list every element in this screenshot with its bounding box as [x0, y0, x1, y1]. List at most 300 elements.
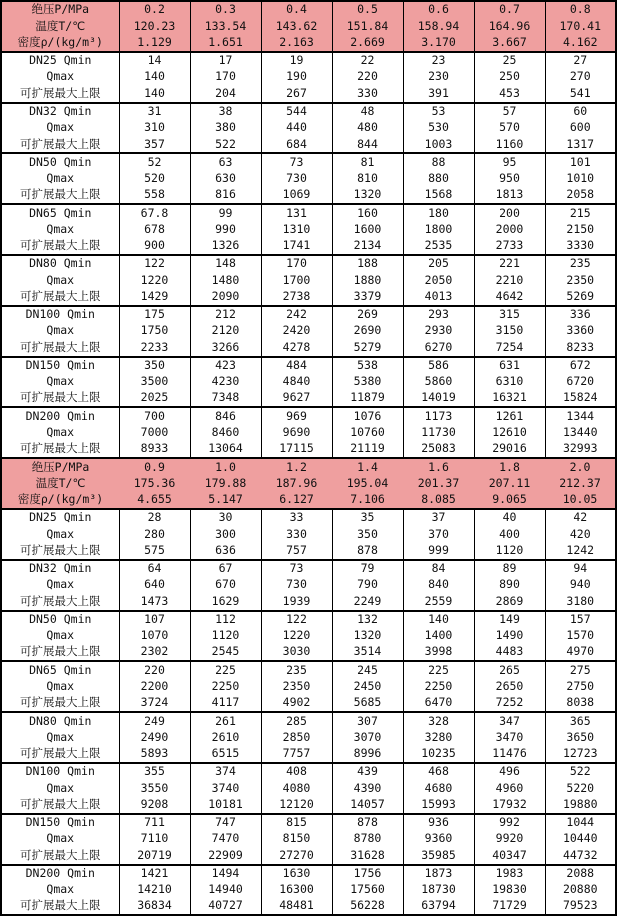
data-cell: 4902 — [261, 695, 332, 712]
dn-size-label: DN25 — [29, 510, 57, 525]
data-cell: 5279 — [332, 339, 403, 356]
data-cell: 6270 — [403, 339, 474, 356]
data-cell: 48 — [332, 103, 403, 120]
dn-size-label: DN65 — [29, 205, 57, 220]
data-cell: 816 — [190, 187, 261, 204]
data-cell: 1317 — [545, 136, 616, 153]
table-row — [1, 475, 616, 491]
data-cell: 950 — [474, 171, 545, 187]
data-cell: 269 — [332, 306, 403, 323]
header-value-cell: 3.667 — [474, 35, 545, 52]
dn-qmin-row-label — [1, 52, 119, 69]
row-label: Qmax — [46, 272, 75, 287]
data-cell: 1800 — [403, 221, 474, 237]
data-cell: 40727 — [190, 898, 261, 915]
header-value-cell: 143.62 — [261, 18, 332, 34]
data-cell: 5220 — [545, 780, 616, 796]
data-cell: 2210 — [474, 272, 545, 288]
data-cell: 4970 — [545, 644, 616, 661]
table-row — [1, 171, 616, 187]
data-cell: 538 — [332, 357, 403, 374]
dn-qmin-row-label — [1, 611, 119, 628]
table-row — [1, 272, 616, 288]
data-cell: 22 — [332, 52, 403, 69]
data-cell: 122 — [119, 255, 190, 272]
data-cell: 3280 — [403, 729, 474, 745]
data-cell: 112 — [190, 611, 261, 628]
data-cell: 522 — [190, 136, 261, 153]
data-cell: 315 — [474, 306, 545, 323]
header-value-cell: 1.651 — [190, 35, 261, 52]
table-row — [1, 374, 616, 390]
data-cell: 265 — [474, 661, 545, 678]
data-cell: 4390 — [332, 780, 403, 796]
data-cell: 4278 — [261, 339, 332, 356]
data-cell: 1326 — [190, 238, 261, 255]
data-cell: 3070 — [332, 729, 403, 745]
data-cell: 19880 — [545, 796, 616, 813]
table-row — [1, 85, 616, 102]
data-cell: 25083 — [403, 441, 474, 458]
data-cell: 1320 — [332, 187, 403, 204]
data-cell: 350 — [332, 526, 403, 542]
table-row — [1, 865, 616, 882]
data-cell: 940 — [545, 577, 616, 593]
data-cell: 2545 — [190, 644, 261, 661]
data-cell: 5380 — [332, 374, 403, 390]
dn-size-label: DN80 — [29, 713, 57, 728]
data-cell: 1261 — [474, 407, 545, 424]
data-cell: 38 — [190, 103, 261, 120]
data-cell: 131 — [261, 204, 332, 221]
data-cell: 4642 — [474, 289, 545, 306]
data-cell: 4960 — [474, 780, 545, 796]
data-cell: 391 — [403, 85, 474, 102]
row-label: Qmax — [46, 831, 75, 846]
dn-size-label: DN150 — [25, 815, 61, 830]
header-value-cell: 201.37 — [403, 475, 474, 491]
data-cell: 1120 — [474, 543, 545, 560]
data-cell: 400 — [474, 526, 545, 542]
row-label: 可扩展最大上限 — [20, 136, 101, 151]
data-cell: 1429 — [119, 289, 190, 306]
data-cell: 215 — [545, 204, 616, 221]
data-cell: 2249 — [332, 593, 403, 610]
data-cell: 3470 — [474, 729, 545, 745]
data-cell: 204 — [190, 85, 261, 102]
data-cell: 1741 — [261, 238, 332, 255]
data-cell: 347 — [474, 712, 545, 729]
header-value-cell: 164.96 — [474, 18, 545, 34]
dn-qmin-row-label — [1, 763, 119, 780]
table-row — [1, 323, 616, 339]
data-cell: 1983 — [474, 865, 545, 882]
data-cell: 5685 — [332, 695, 403, 712]
header-value-cell: 9.065 — [474, 492, 545, 509]
header-value-cell: 2.163 — [261, 35, 332, 52]
data-cell: 4483 — [474, 644, 545, 661]
data-cell: 132 — [332, 611, 403, 628]
data-cell: 261 — [190, 712, 261, 729]
header-value-cell: 207.11 — [474, 475, 545, 491]
data-cell: 558 — [119, 187, 190, 204]
data-cell: 221 — [474, 255, 545, 272]
row-label: 可扩展最大上限 — [20, 441, 101, 456]
header-value-cell: 10.05 — [545, 492, 616, 509]
header-value-cell: 3.170 — [403, 35, 474, 52]
data-cell: 56228 — [332, 898, 403, 915]
header-value-cell: 2.0 — [545, 458, 616, 475]
header-value-cell: 0.6 — [403, 1, 474, 18]
dn-size-label: DN200 — [25, 408, 61, 423]
header-value-cell: 0.3 — [190, 1, 261, 18]
data-cell: 2250 — [403, 679, 474, 695]
data-cell: 423 — [190, 357, 261, 374]
data-cell: 140 — [119, 85, 190, 102]
data-cell: 2150 — [545, 221, 616, 237]
header-value-cell: 0.2 — [119, 1, 190, 18]
table-row — [1, 831, 616, 847]
data-cell: 122 — [261, 611, 332, 628]
qmin-label: Qmin — [63, 205, 92, 220]
data-cell: 670 — [190, 577, 261, 593]
header-value-cell: 1.2 — [261, 458, 332, 475]
data-cell: 33 — [261, 509, 332, 526]
data-cell: 2690 — [332, 323, 403, 339]
row-label: 可扩展最大上限 — [20, 695, 101, 710]
data-cell: 7470 — [190, 831, 261, 847]
dn-qmin-row-label — [1, 306, 119, 323]
data-cell: 242 — [261, 306, 332, 323]
data-cell: 37 — [403, 509, 474, 526]
table-row — [1, 526, 616, 542]
data-cell: 330 — [261, 526, 332, 542]
data-cell: 9360 — [403, 831, 474, 847]
data-cell: 84 — [403, 560, 474, 577]
header-value-cell: 1.8 — [474, 458, 545, 475]
row-label: 可扩展最大上限 — [20, 847, 101, 862]
data-cell: 2134 — [332, 238, 403, 255]
data-cell: 5860 — [403, 374, 474, 390]
data-cell: 18730 — [403, 882, 474, 898]
qmin-label: Qmin — [63, 713, 92, 728]
data-cell: 6515 — [190, 746, 261, 763]
data-cell: 11730 — [403, 425, 474, 441]
data-cell: 484 — [261, 357, 332, 374]
data-cell: 2738 — [261, 289, 332, 306]
row-label: 可扩展最大上限 — [20, 187, 101, 202]
header-value-cell: 2.669 — [332, 35, 403, 52]
dn-qmin-row-label — [1, 357, 119, 374]
data-cell: 205 — [403, 255, 474, 272]
data-cell: 67.8 — [119, 204, 190, 221]
dn-size-label: DN100 — [25, 764, 61, 779]
data-cell: 245 — [332, 661, 403, 678]
data-cell: 2869 — [474, 593, 545, 610]
data-cell: 336 — [545, 306, 616, 323]
table-row — [1, 289, 616, 306]
data-cell: 4840 — [261, 374, 332, 390]
data-cell: 8780 — [332, 831, 403, 847]
table-row — [1, 458, 616, 475]
qmin-label: Qmin — [67, 357, 95, 372]
row-label: Qmax — [46, 120, 75, 135]
data-cell: 31628 — [332, 847, 403, 864]
data-cell: 307 — [332, 712, 403, 729]
row-label: 可扩展最大上限 — [20, 288, 101, 303]
row-label: Qmax — [46, 577, 75, 592]
data-cell: 30 — [190, 509, 261, 526]
data-cell: 14057 — [332, 796, 403, 813]
dn-qmin-row-label — [1, 407, 119, 424]
data-cell: 220 — [119, 661, 190, 678]
data-cell: 2025 — [119, 390, 190, 407]
data-cell: 14940 — [190, 882, 261, 898]
data-cell: 32993 — [545, 441, 616, 458]
data-cell: 29016 — [474, 441, 545, 458]
data-cell: 19830 — [474, 882, 545, 898]
row-label: Qmax — [46, 69, 75, 84]
data-cell: 99 — [190, 204, 261, 221]
row-label: 可扩展最大上限 — [20, 339, 101, 354]
data-cell: 225 — [190, 661, 261, 678]
dn-qmin-row-label — [1, 103, 119, 120]
data-cell: 678 — [119, 221, 190, 237]
header-row-label: 温度T/℃ — [1, 18, 119, 34]
table-row — [1, 221, 616, 237]
data-cell: 2250 — [190, 679, 261, 695]
data-cell: 35985 — [403, 847, 474, 864]
table-row — [1, 357, 616, 374]
data-cell: 5893 — [119, 746, 190, 763]
data-cell: 2450 — [332, 679, 403, 695]
data-cell: 4117 — [190, 695, 261, 712]
data-cell: 28 — [119, 509, 190, 526]
data-cell: 2610 — [190, 729, 261, 745]
dn-size-label: DN32 — [29, 103, 57, 118]
table-row — [1, 814, 616, 831]
row-label: Qmax — [46, 425, 75, 440]
data-cell: 275 — [545, 661, 616, 678]
data-cell: 81 — [332, 153, 403, 170]
data-cell: 2559 — [403, 593, 474, 610]
data-cell: 60 — [545, 103, 616, 120]
dn-size-label: DN32 — [29, 561, 57, 576]
data-cell: 3379 — [332, 289, 403, 306]
data-cell: 1344 — [545, 407, 616, 424]
table-row — [1, 679, 616, 695]
data-cell: 1700 — [261, 272, 332, 288]
data-cell: 7757 — [261, 746, 332, 763]
data-cell: 1939 — [261, 593, 332, 610]
data-cell: 101 — [545, 153, 616, 170]
data-cell: 2733 — [474, 238, 545, 255]
header-row-label: 密度ρ/(kg/m³) — [1, 35, 119, 52]
data-cell: 160 — [332, 204, 403, 221]
data-cell: 14 — [119, 52, 190, 69]
data-cell: 480 — [332, 120, 403, 136]
data-cell: 522 — [545, 763, 616, 780]
data-cell: 2350 — [261, 679, 332, 695]
data-cell: 170 — [261, 255, 332, 272]
header-value-cell: 179.88 — [190, 475, 261, 491]
header-value-cell: 5.147 — [190, 492, 261, 509]
data-cell: 8460 — [190, 425, 261, 441]
data-cell: 840 — [403, 577, 474, 593]
table-row — [1, 729, 616, 745]
qmin-label: Qmin — [63, 256, 92, 271]
dn-size-label: DN80 — [29, 256, 57, 271]
data-cell: 15824 — [545, 390, 616, 407]
data-cell: 13440 — [545, 425, 616, 441]
data-cell: 1400 — [403, 628, 474, 644]
data-cell: 1756 — [332, 865, 403, 882]
data-cell: 67 — [190, 560, 261, 577]
data-cell: 7000 — [119, 425, 190, 441]
data-cell: 8150 — [261, 831, 332, 847]
qmin-label: Qmin — [63, 103, 92, 118]
data-cell: 175 — [119, 306, 190, 323]
data-cell: 2350 — [545, 272, 616, 288]
data-cell: 212 — [190, 306, 261, 323]
data-cell: 14210 — [119, 882, 190, 898]
data-cell: 2535 — [403, 238, 474, 255]
data-cell: 6720 — [545, 374, 616, 390]
data-cell: 5269 — [545, 289, 616, 306]
qmin-label: Qmin — [63, 561, 92, 576]
table-row — [1, 695, 616, 712]
table-row — [1, 204, 616, 221]
row-label: 可扩展最大上限 — [20, 644, 101, 659]
data-cell: 1070 — [119, 628, 190, 644]
header-value-cell: 1.6 — [403, 458, 474, 475]
data-cell: 3330 — [545, 238, 616, 255]
data-cell: 969 — [261, 407, 332, 424]
data-cell: 1044 — [545, 814, 616, 831]
table-row — [1, 847, 616, 864]
data-cell: 10760 — [332, 425, 403, 441]
data-cell: 1813 — [474, 187, 545, 204]
table-row — [1, 255, 616, 272]
data-cell: 79 — [332, 560, 403, 577]
data-cell: 16300 — [261, 882, 332, 898]
data-cell: 684 — [261, 136, 332, 153]
table-row — [1, 577, 616, 593]
header-value-cell: 170.41 — [545, 18, 616, 34]
data-cell: 17560 — [332, 882, 403, 898]
row-label: 可扩展最大上限 — [20, 85, 101, 100]
data-cell: 878 — [332, 814, 403, 831]
data-cell: 1494 — [190, 865, 261, 882]
qmin-label: Qmin — [67, 764, 95, 779]
data-cell: 3998 — [403, 644, 474, 661]
table-row — [1, 187, 616, 204]
qmin-label: Qmin — [63, 154, 92, 169]
data-cell: 1069 — [261, 187, 332, 204]
data-cell: 440 — [261, 120, 332, 136]
row-label: 可扩展最大上限 — [20, 898, 101, 913]
data-cell: 2058 — [545, 187, 616, 204]
data-cell: 408 — [261, 763, 332, 780]
table-row — [1, 661, 616, 678]
data-cell: 541 — [545, 85, 616, 102]
table-row — [1, 339, 616, 356]
data-cell: 3030 — [261, 644, 332, 661]
data-cell: 711 — [119, 814, 190, 831]
row-label: 可扩展最大上限 — [20, 746, 101, 761]
header-value-cell: 187.96 — [261, 475, 332, 491]
data-cell: 2490 — [119, 729, 190, 745]
dn-qmin-row-label — [1, 712, 119, 729]
header-value-cell: 151.84 — [332, 18, 403, 34]
data-cell: 600 — [545, 120, 616, 136]
table-row — [1, 136, 616, 153]
row-label: Qmax — [46, 526, 75, 541]
data-cell: 810 — [332, 171, 403, 187]
data-cell: 380 — [190, 120, 261, 136]
data-cell: 730 — [261, 171, 332, 187]
data-cell: 468 — [403, 763, 474, 780]
data-cell: 2120 — [190, 323, 261, 339]
data-cell: 1480 — [190, 272, 261, 288]
data-cell: 31 — [119, 103, 190, 120]
data-cell: 40347 — [474, 847, 545, 864]
table-row — [1, 644, 616, 661]
data-cell: 2233 — [119, 339, 190, 356]
data-cell: 22909 — [190, 847, 261, 864]
data-cell: 95 — [474, 153, 545, 170]
data-cell: 747 — [190, 814, 261, 831]
data-cell: 17115 — [261, 441, 332, 458]
data-cell: 672 — [545, 357, 616, 374]
table-row — [1, 120, 616, 136]
data-cell: 700 — [119, 407, 190, 424]
header-value-cell: 6.127 — [261, 492, 332, 509]
data-cell: 11879 — [332, 390, 403, 407]
dn-qmin-row-label — [1, 865, 119, 882]
data-cell: 846 — [190, 407, 261, 424]
data-cell: 249 — [119, 712, 190, 729]
header-value-cell: 0.7 — [474, 1, 545, 18]
data-cell: 636 — [190, 543, 261, 560]
data-cell: 188 — [332, 255, 403, 272]
dn-qmin-row-label — [1, 560, 119, 577]
data-cell: 7252 — [474, 695, 545, 712]
row-label: 可扩展最大上限 — [20, 796, 101, 811]
data-cell: 575 — [119, 543, 190, 560]
data-cell: 2088 — [545, 865, 616, 882]
qmin-label: Qmin — [63, 611, 92, 626]
table-row — [1, 780, 616, 796]
header-row-label: 温度T/℃ — [1, 475, 119, 491]
data-cell: 1750 — [119, 323, 190, 339]
table-row — [1, 153, 616, 170]
table-row — [1, 543, 616, 560]
table-body — [1, 1, 616, 915]
data-cell: 1120 — [190, 628, 261, 644]
data-cell: 1242 — [545, 543, 616, 560]
data-cell: 140 — [403, 611, 474, 628]
row-label: Qmax — [46, 679, 75, 693]
data-cell: 14019 — [403, 390, 474, 407]
data-cell: 225 — [403, 661, 474, 678]
data-cell: 990 — [190, 221, 261, 237]
data-cell: 999 — [403, 543, 474, 560]
data-cell: 9920 — [474, 831, 545, 847]
qmin-label: Qmin — [63, 510, 92, 525]
data-cell: 357 — [119, 136, 190, 153]
table-row — [1, 492, 616, 509]
